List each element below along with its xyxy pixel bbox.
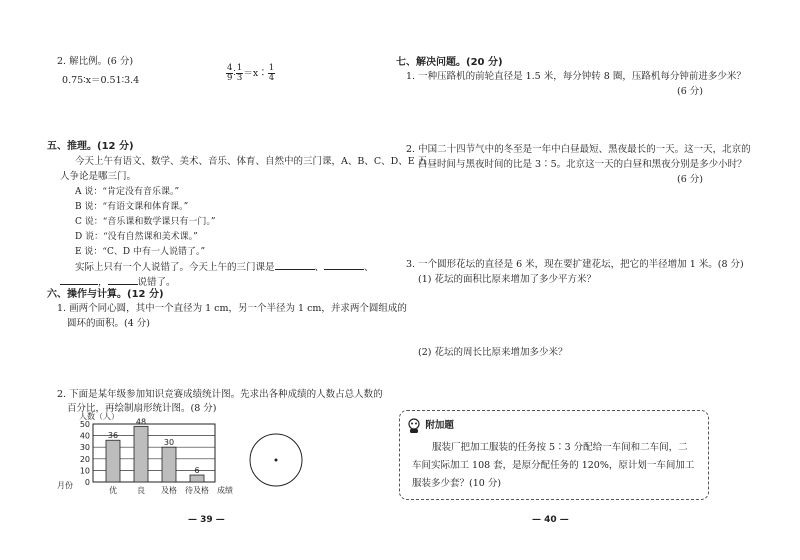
blank-pie-circle — [248, 432, 304, 488]
section-6-q2-line1: 2. 下面是某年级参加知识竞赛成绩统计图。先求出各种成绩的人数占总人数的 — [57, 389, 383, 400]
section-5-title: 五、推理。(12 分) — [47, 141, 134, 152]
y-axis-label: 人数（人） — [79, 412, 119, 421]
bar-value-label: 48 — [135, 417, 147, 427]
x-tick-label: 优 — [109, 486, 117, 495]
page-number-39: — 39 — — [188, 515, 225, 525]
section-6-q2-line2: 百分比，再绘制扇形统计图。(8 分) — [67, 403, 217, 414]
section-6-q1-line2: 圆环的面积。(4 分) — [67, 318, 150, 329]
bar — [190, 475, 204, 482]
score-bar-chart — [55, 410, 235, 500]
q2-score: (6 分) — [677, 174, 703, 185]
q2-line2: 白昼时间与黑夜时间的比是 3∶5。北京这一天的白昼和黑夜分别是多少小时？ — [418, 159, 747, 170]
bonus-question-box — [399, 410, 709, 500]
q1-score: (6 分) — [677, 86, 703, 97]
fraction-1-3: $\frac{1}{3}$ — [236, 63, 243, 83]
section-6-title: 六、操作与计算。(12 分) — [47, 289, 164, 300]
statement-e: E 说：“C、D 中有一人说错了。” — [75, 247, 206, 257]
x-tick-label: 及格 — [161, 486, 177, 495]
y-tick-label: 20 — [79, 454, 90, 464]
section-5-answer-line: ， 说错了。 — [60, 274, 176, 288]
section-5-intro-line2: 人争论是哪三门。 — [60, 171, 137, 182]
bar-value-label: 6 — [194, 466, 200, 476]
proportion-1: 0.75∶x＝0.51∶3.4 — [62, 75, 140, 86]
bonus-title: 附加题 — [425, 420, 454, 431]
section-6-q1-line1: 1. 画两个同心圆，其中一个直径为 1 cm，另一个半径为 1 cm，并求两个圆组成的 — [57, 303, 407, 314]
bar — [162, 447, 176, 482]
y-tick-label: 40 — [79, 431, 90, 441]
proportion-2: $\frac{4}{9}$ ∶ $\frac{1}{3}$ ＝x∶ $\frac{1}{4}$ — [227, 63, 275, 83]
bar-value-label: 30 — [163, 438, 175, 448]
q3-sub1: (1) 花坛的面积比原来增加了多少平方米？ — [418, 274, 596, 285]
fraction-4-9: $\frac{4}{9}$ — [227, 63, 233, 83]
section-7-title: 七、解决问题。(20 分) — [396, 57, 503, 68]
q3-line1: 3. 一个圆形花坛的直径是 6 米，现在要扩建花坛，把它的半径增加 1 米。(8 分) — [406, 259, 744, 270]
y-tick-label: 10 — [79, 466, 90, 476]
page-number-40: — 40 — — [532, 515, 569, 525]
q2-line1: 2. 中国二十四节气中的冬至是一年中白昼最短、黑夜最长的一天。这一天，北京的 — [406, 144, 751, 155]
section-5-fact-line: 实际上只有一个人说错了。今天上午的三门课是 、 、 — [75, 262, 374, 273]
x-axis-label: 成绩 — [217, 486, 233, 495]
bar — [106, 440, 120, 482]
y-axis-word: 月份 — [57, 481, 73, 490]
section-5-intro-line1: 今天上午有语文、数学、美术、音乐、体育、自然中的三门课，A、B、C、D、E 五 — [75, 156, 428, 167]
mascot-icon — [406, 418, 422, 434]
y-tick-label: 30 — [79, 443, 90, 453]
statement-d: D 说：“没有自然课和美术课。” — [75, 232, 198, 242]
answer-blank-1[interactable] — [275, 269, 315, 270]
q1-text: 1. 一种压路机的前轮直径是 1.5 米，每分钟转 8 圈，压路机每分钟前进多少米？ — [406, 71, 746, 82]
fraction-1-4: $\frac{1}{4}$ — [268, 63, 275, 83]
y-tick-label: 0 — [84, 478, 90, 487]
statement-a: A 说：“肯定没有音乐课。” — [75, 187, 180, 197]
q3-sub2: (2) 花坛的周长比原来增加多少米？ — [418, 347, 568, 358]
bar-value-label: 36 — [107, 431, 119, 441]
statement-b: B 说：“有语文课和体育课。” — [75, 202, 189, 212]
statement-c: C 说：“音乐课和数学课只有一门。” — [75, 217, 216, 227]
answer-blank-2[interactable] — [324, 269, 364, 270]
bonus-text: 服装厂把加工服装的任务按 5∶3 分配给一车间和二车间，二车间实际加工 108 套，是原分配任务的 120%，原计划一车间加工服装多少套？(10 分) — [412, 442, 695, 489]
q2-solve-proportion-title: 2. 解比例。(6 分) — [57, 56, 134, 67]
x-tick-label: 待及格 — [185, 486, 209, 495]
x-tick-label: 良 — [137, 486, 145, 495]
bar — [134, 426, 148, 482]
bonus-heading — [406, 417, 454, 434]
y-tick-label: 50 — [79, 420, 90, 429]
